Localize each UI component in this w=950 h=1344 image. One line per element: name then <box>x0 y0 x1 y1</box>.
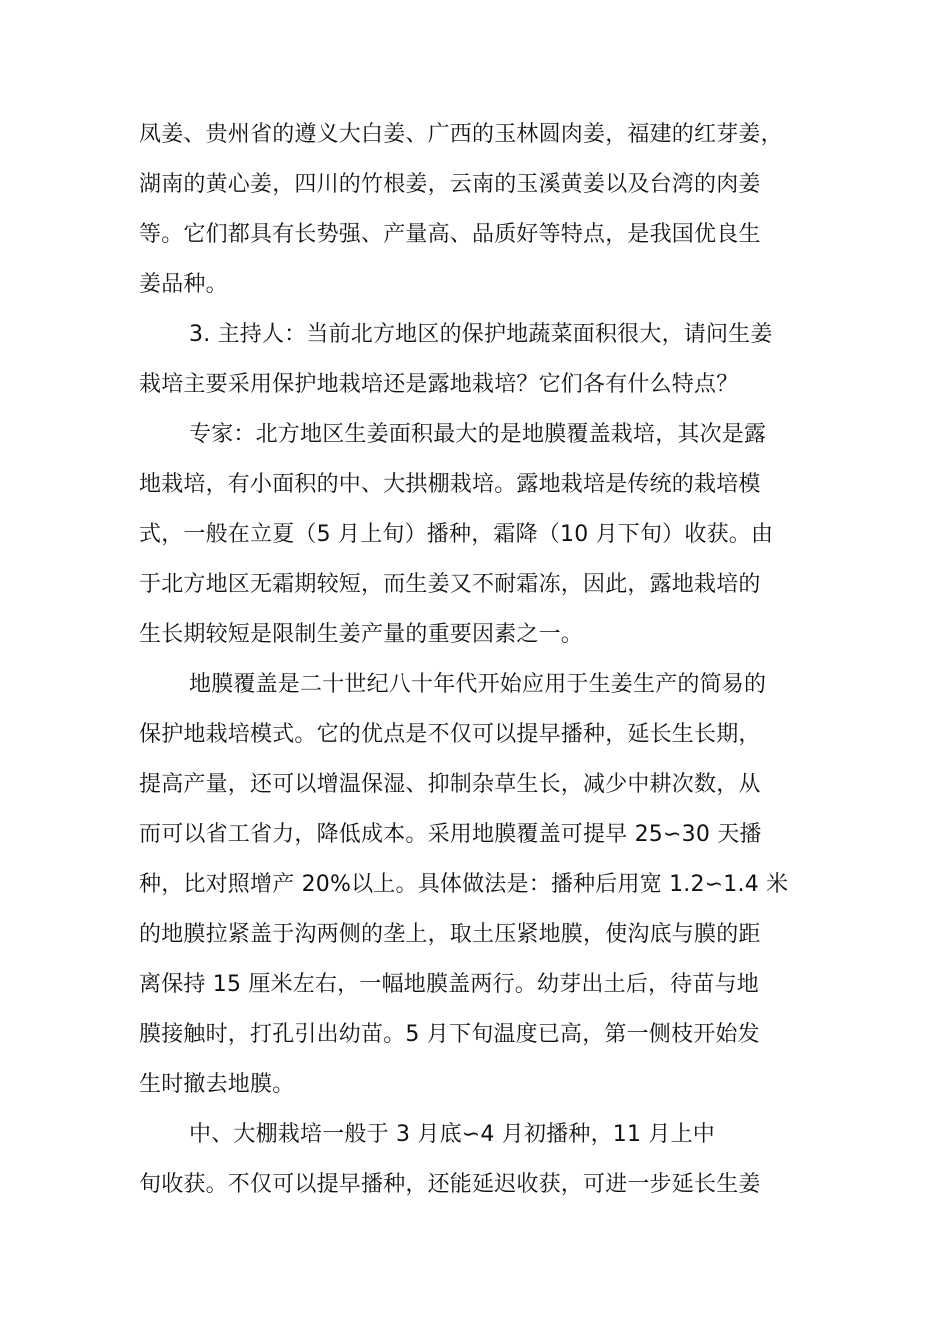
text-line-6: 栽培主要采用保护地栽培还是露地栽培？它们各有什么特点？ <box>139 372 739 397</box>
text-line-1: 凤姜、贵州省的遵义大白姜、广西的玉林圆肉姜，福建的红芽姜， <box>139 122 783 147</box>
text-line-9: 式，一般在立夏（5 月上旬）播种，霜降（10 月下旬）收获。由 <box>139 522 774 547</box>
text-line-2: 湖南的黄心姜，四川的竹根姜，云南的玉溪黄姜以及台湾的肉姜 <box>139 172 761 197</box>
text-line-5: 3. 主持人：当前北方地区的保护地蔬菜面积很大，请问生姜 <box>189 322 773 347</box>
text-line-21: 中、大棚栽培一般于 3 月底∽4 月初播种，11 月上中 <box>189 1122 715 1147</box>
text-line-3: 等。它们都具有长势强、产量高、品质好等特点，是我国优良生 <box>139 222 761 247</box>
text-line-17: 的地膜拉紧盖于沟两侧的垄上，取土压紧地膜，使沟底与膜的距 <box>139 922 761 947</box>
text-line-18: 离保持 15 厘米左右，一幅地膜盖两行。幼芽出土后，待苗与地 <box>139 972 759 997</box>
text-line-14: 提高产量，还可以增温保湿、抑制杂草生长，减少中耕次数，从 <box>139 772 761 797</box>
text-line-4: 姜品种。 <box>139 272 228 297</box>
text-line-12: 地膜覆盖是二十世纪八十年代开始应用于生姜生产的简易的 <box>189 672 767 697</box>
text-line-10: 于北方地区无霜期较短，而生姜又不耐霜冻，因此，露地栽培的 <box>139 572 761 597</box>
text-line-7: 专家：北方地区生姜面积最大的是地膜覆盖栽培，其次是露 <box>189 422 767 447</box>
text-line-15: 而可以省工省力，降低成本。采用地膜覆盖可提早 25∽30 天播 <box>139 822 762 847</box>
text-line-22: 旬收获。不仅可以提早播种，还能延迟收获，可进一步延长生姜 <box>139 1172 761 1197</box>
text-line-19: 膜接触时，打孔引出幼苗。5 月下旬温度已高，第一侧枝开始发 <box>139 1022 760 1047</box>
text-line-16: 种，比对照增产 20%以上。具体做法是：播种后用宽 1.2∽1.4 米 <box>139 872 789 897</box>
text-line-11: 生长期较短是限制生姜产量的重要因素之一。 <box>139 622 584 647</box>
text-line-13: 保护地栽培模式。它的优点是不仅可以提早播种，延长生长期， <box>139 722 761 747</box>
text-line-20: 生时撤去地膜。 <box>139 1072 295 1097</box>
text-line-8: 地栽培，有小面积的中、大拱棚栽培。露地栽培是传统的栽培模 <box>139 472 761 497</box>
